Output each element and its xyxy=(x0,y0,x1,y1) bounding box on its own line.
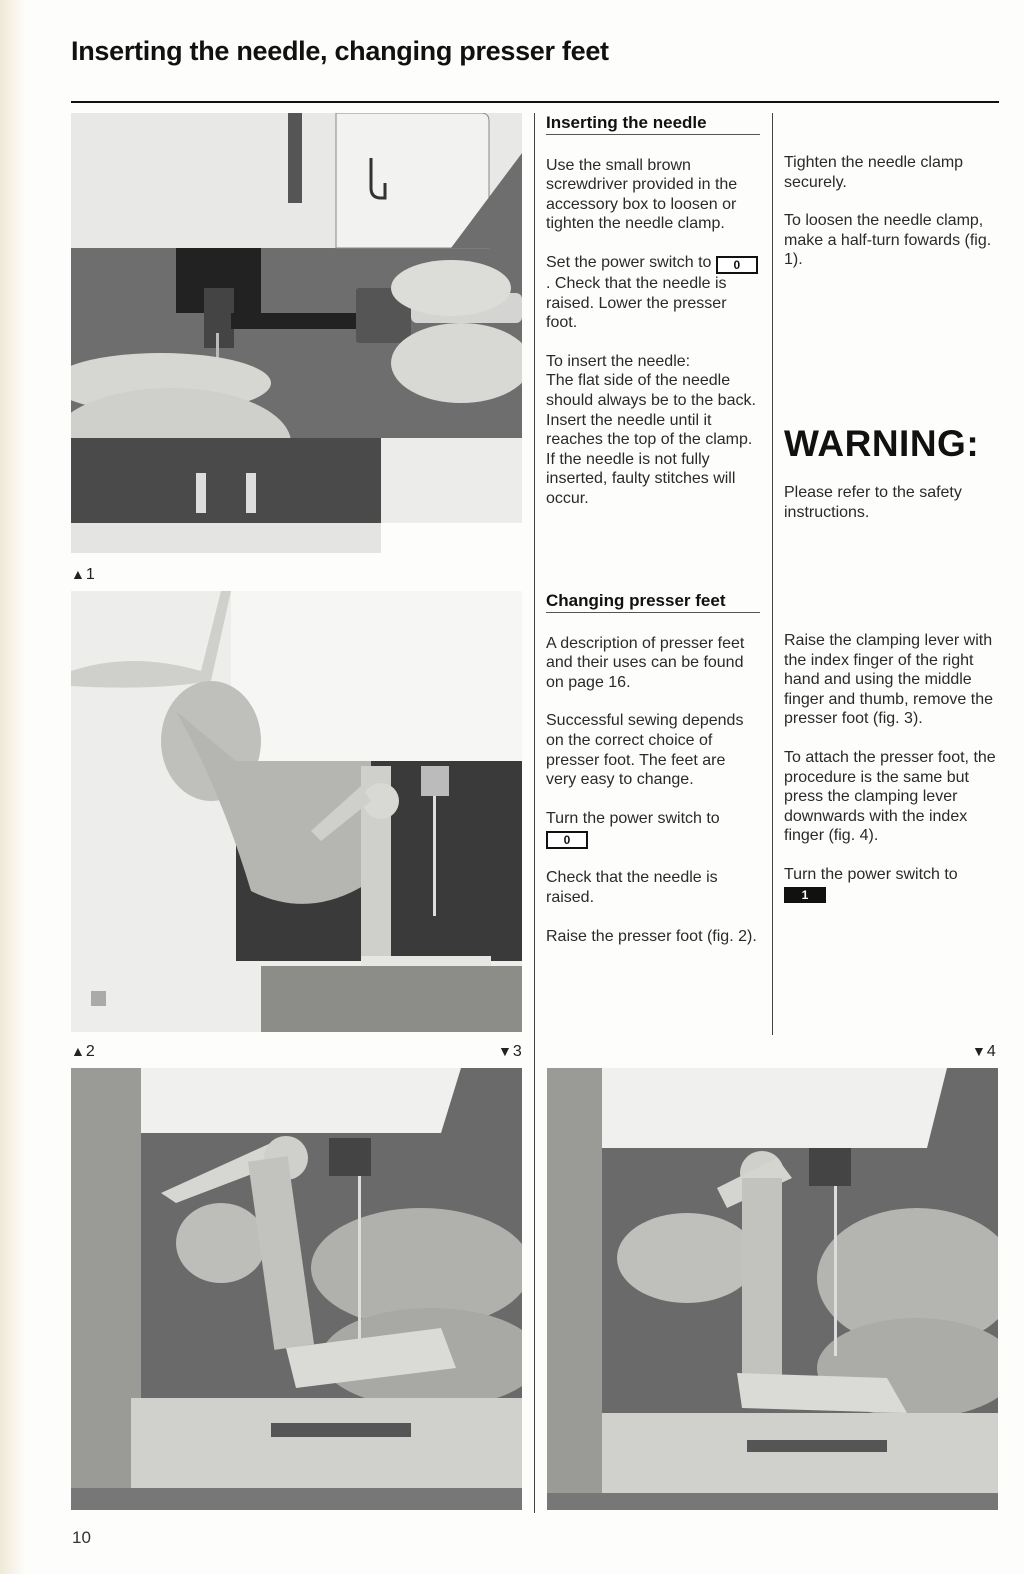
feet-description-paragraph: A description of presser feet and their uses can be found on page 16. xyxy=(546,634,745,691)
turn-power-on-paragraph: Turn the power switch to 1 xyxy=(784,865,958,902)
warning-title: WARNING: xyxy=(784,423,980,464)
insert-needle-paragraph: To insert the needle: The flat side of the needle should always be to the back. Insert the needle until it reaches the top of the clamp. If the needle is not fully inserted, faulty stitches will occur. xyxy=(546,352,756,507)
check-needle-paragraph: Check that the needle is raised. xyxy=(546,869,718,906)
figure-4-photo xyxy=(547,1068,998,1510)
screwdriver-paragraph: Use the small brown screwdriver provided in the accessory box to loosen or tighten the needle clamp. xyxy=(546,156,738,233)
loosen-clamp-paragraph: To loosen the needle clamp, make a half-turn fowards (fig. 1). xyxy=(784,212,992,269)
power-switch-off-icon: 0 xyxy=(716,256,758,274)
changing-feet-heading: Changing presser feet xyxy=(546,591,760,613)
attach-foot-paragraph: To attach the presser foot, the procedure is the same but press the clamping lever downwards with the index finger (fig. 4). xyxy=(784,748,996,845)
figure-3-photo xyxy=(71,1068,522,1510)
warning-block xyxy=(784,424,1004,541)
changing-feet-col1 xyxy=(546,591,760,965)
inserting-needle-col1 xyxy=(546,113,760,528)
page-number: 10 xyxy=(72,1528,91,1547)
triangle-down-icon: ▼ xyxy=(498,1043,512,1059)
column-divider-left xyxy=(534,113,535,1513)
triangle-down-icon: ▼ xyxy=(972,1043,986,1059)
power-switch-off-icon: 0 xyxy=(546,831,588,849)
turn-power-off-paragraph: Turn the power switch to 0 xyxy=(546,809,720,848)
successful-sewing-paragraph: Successful sewing depends on the correct choice of presser foot. The feet are very easy to change. xyxy=(546,712,744,789)
column-divider-right xyxy=(772,113,773,1035)
triangle-up-icon: ▲ xyxy=(71,1043,85,1059)
raise-foot-paragraph: Raise the presser foot (fig. 2). xyxy=(546,927,757,945)
remove-foot-paragraph: Raise the clamping lever with the index finger of the right hand and using the middle finger and thumb, remove the presser foot (fig. 3). xyxy=(784,632,994,728)
inserting-needle-col2 xyxy=(784,153,998,289)
figure-3-label: ▼3 xyxy=(498,1043,522,1060)
page-title: Inserting the needle, changing presser feet xyxy=(71,36,609,66)
triangle-up-icon: ▲ xyxy=(71,566,85,582)
power-switch-on-icon: 1 xyxy=(784,887,826,903)
figure-1-label: ▲1 xyxy=(71,566,95,583)
inserting-needle-heading: Inserting the needle xyxy=(546,113,760,135)
figure-2-photo xyxy=(71,591,522,1032)
title-rule xyxy=(71,101,999,103)
tighten-clamp-paragraph: Tighten the needle clamp securely. xyxy=(784,154,964,191)
figure-1-photo xyxy=(71,113,522,553)
figure-2-label: ▲2 xyxy=(71,1043,95,1060)
warning-text: Please refer to the safety instructions. xyxy=(784,484,962,521)
page-edge xyxy=(0,0,26,1574)
figure-4-label: ▼4 xyxy=(972,1043,996,1060)
power-switch-paragraph: Set the power switch to 0. Check that the needle is raised. Lower the presser foot. xyxy=(546,253,760,333)
changing-feet-col2 xyxy=(784,631,998,923)
